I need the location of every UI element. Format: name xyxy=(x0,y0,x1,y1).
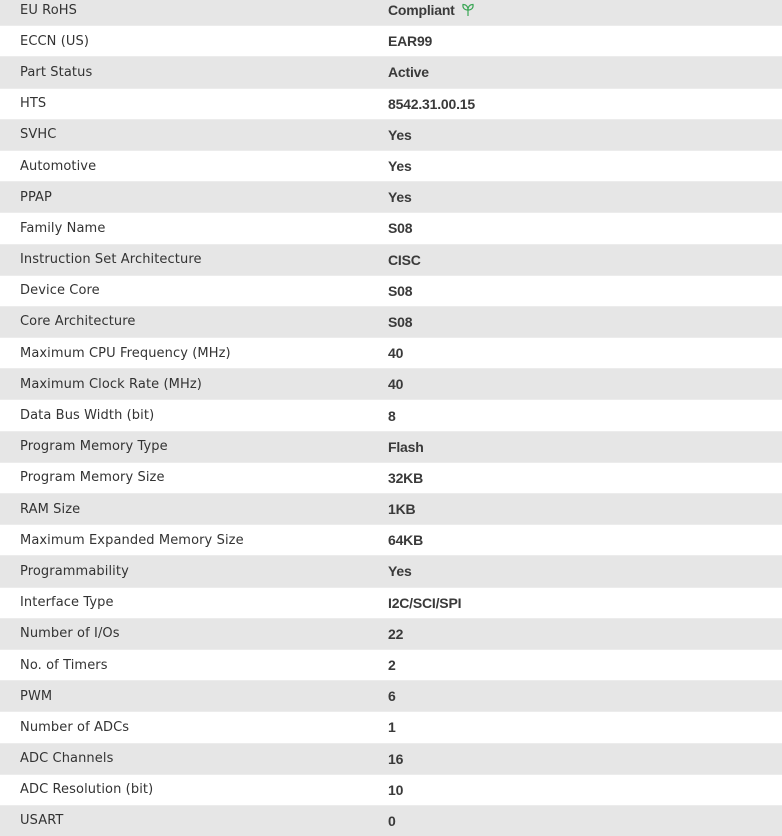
spec-label: Number of ADCs xyxy=(20,719,130,735)
spec-label: Programmability xyxy=(20,563,129,579)
spec-label: Automotive xyxy=(20,158,97,174)
spec-value-cell xyxy=(388,345,403,361)
spec-value-cell xyxy=(388,158,412,174)
spec-row-no-of-timers xyxy=(0,649,782,680)
spec-value-cell xyxy=(388,439,424,455)
spec-row-pwm xyxy=(0,680,782,711)
spec-value-cell xyxy=(388,33,432,49)
spec-label: ECCN (US) xyxy=(20,33,90,49)
spec-value-cell xyxy=(388,127,412,143)
spec-row-device-core xyxy=(0,275,782,306)
spec-row-programmability xyxy=(0,555,782,586)
spec-value-cell xyxy=(388,751,403,767)
spec-row-instruction-set xyxy=(0,244,782,275)
spec-value-cell xyxy=(388,64,429,80)
spec-label: ADC Resolution (bit) xyxy=(20,782,154,798)
spec-value: Yes xyxy=(388,158,412,175)
spec-value: 6 xyxy=(388,688,396,705)
spec-value: 0 xyxy=(388,812,396,829)
spec-label: Device Core xyxy=(20,283,100,299)
spec-row-hts xyxy=(0,88,782,119)
spec-label: Maximum Clock Rate (MHz) xyxy=(20,376,202,392)
spec-label: Program Memory Type xyxy=(20,439,168,455)
spec-label: Maximum CPU Frequency (MHz) xyxy=(20,345,231,361)
spec-value: 32KB xyxy=(388,469,423,486)
spec-value: I2C/SCI/SPI xyxy=(388,594,462,611)
spec-row-usart xyxy=(0,805,782,836)
spec-value-cell xyxy=(388,719,396,735)
spec-row-automotive xyxy=(0,150,782,181)
spec-value-cell xyxy=(388,376,403,392)
spec-label: Core Architecture xyxy=(20,314,136,330)
spec-row-max-clock-rate xyxy=(0,368,782,399)
spec-row-max-cpu-frequency xyxy=(0,337,782,368)
spec-label: Program Memory Size xyxy=(20,470,165,486)
spec-value-cell xyxy=(388,252,421,268)
spec-row-core-architecture xyxy=(0,306,782,337)
spec-row-ppap xyxy=(0,181,782,212)
spec-value: 1 xyxy=(388,719,396,736)
spec-row-adc-resolution xyxy=(0,774,782,805)
spec-value: 40 xyxy=(388,345,404,362)
spec-value-cell xyxy=(388,595,461,611)
spec-value: 22 xyxy=(388,625,404,642)
spec-row-svhc xyxy=(0,119,782,150)
spec-label: Part Status xyxy=(20,64,93,80)
spec-label: RAM Size xyxy=(20,501,81,517)
spec-value-cell xyxy=(388,563,412,579)
spec-label: PPAP xyxy=(20,189,52,205)
spec-value-cell xyxy=(388,314,412,330)
spec-value: Flash xyxy=(388,438,424,455)
spec-value: S08 xyxy=(388,220,413,237)
spec-value-cell xyxy=(388,283,412,299)
spec-value-cell xyxy=(388,782,403,798)
spec-label: No. of Timers xyxy=(20,657,108,673)
spec-value: Compliant xyxy=(388,2,455,19)
spec-value: S08 xyxy=(388,313,413,330)
spec-value-cell xyxy=(388,2,475,18)
spec-value-cell xyxy=(388,501,415,517)
spec-row-part-status xyxy=(0,56,782,87)
spec-label: Family Name xyxy=(20,220,106,236)
spec-label: Data Bus Width (bit) xyxy=(20,408,155,424)
spec-row-number-of-adcs xyxy=(0,711,782,742)
spec-label: USART xyxy=(20,813,64,829)
spec-row-eccn xyxy=(0,25,782,56)
spec-row-interface-type xyxy=(0,587,782,618)
spec-value-cell xyxy=(388,408,396,424)
spec-value-cell xyxy=(388,626,403,642)
spec-value-cell xyxy=(388,220,412,236)
spec-value: Yes xyxy=(388,126,412,143)
spec-value-cell xyxy=(388,470,423,486)
spec-value-cell xyxy=(388,688,396,704)
spec-label: EU RoHS xyxy=(20,2,77,18)
spec-row-eu-rohs xyxy=(0,0,782,25)
spec-value-cell xyxy=(388,96,475,112)
spec-value: Active xyxy=(388,64,429,81)
spec-value: CISC xyxy=(388,251,421,268)
spec-label: Number of I/Os xyxy=(20,626,120,642)
spec-value: 10 xyxy=(388,781,404,798)
spec-row-ram-size xyxy=(0,493,782,524)
spec-value: 40 xyxy=(388,376,404,393)
spec-row-adc-channels xyxy=(0,743,782,774)
spec-row-data-bus-width xyxy=(0,399,782,430)
spec-value-cell xyxy=(388,532,423,548)
spec-value-cell xyxy=(388,813,396,829)
spec-value: EAR99 xyxy=(388,33,433,50)
spec-value-cell xyxy=(388,657,396,673)
spec-label: PWM xyxy=(20,688,53,704)
spec-row-max-expanded-memory xyxy=(0,524,782,555)
spec-row-family-name xyxy=(0,212,782,243)
spec-value: 8 xyxy=(388,407,396,424)
spec-label: Interface Type xyxy=(20,595,114,611)
spec-value: Yes xyxy=(388,563,412,580)
spec-value: 64KB xyxy=(388,532,423,549)
spec-value: 1KB xyxy=(388,501,416,518)
spec-label: Instruction Set Architecture xyxy=(20,252,202,268)
spec-row-number-of-ios xyxy=(0,618,782,649)
spec-row-program-memory-type xyxy=(0,431,782,462)
spec-value: 2 xyxy=(388,657,396,674)
spec-label: SVHC xyxy=(20,127,57,143)
spec-value: Yes xyxy=(388,189,412,206)
spec-row-program-memory-size xyxy=(0,462,782,493)
spec-value: 8542.31.00.15 xyxy=(388,95,475,112)
spec-value: 16 xyxy=(388,750,404,767)
leaf-icon xyxy=(461,3,475,17)
spec-label: HTS xyxy=(20,96,47,112)
spec-value: S08 xyxy=(388,282,413,299)
spec-value-cell xyxy=(388,189,412,205)
spec-label: Maximum Expanded Memory Size xyxy=(20,532,244,548)
spec-label: ADC Channels xyxy=(20,751,114,767)
